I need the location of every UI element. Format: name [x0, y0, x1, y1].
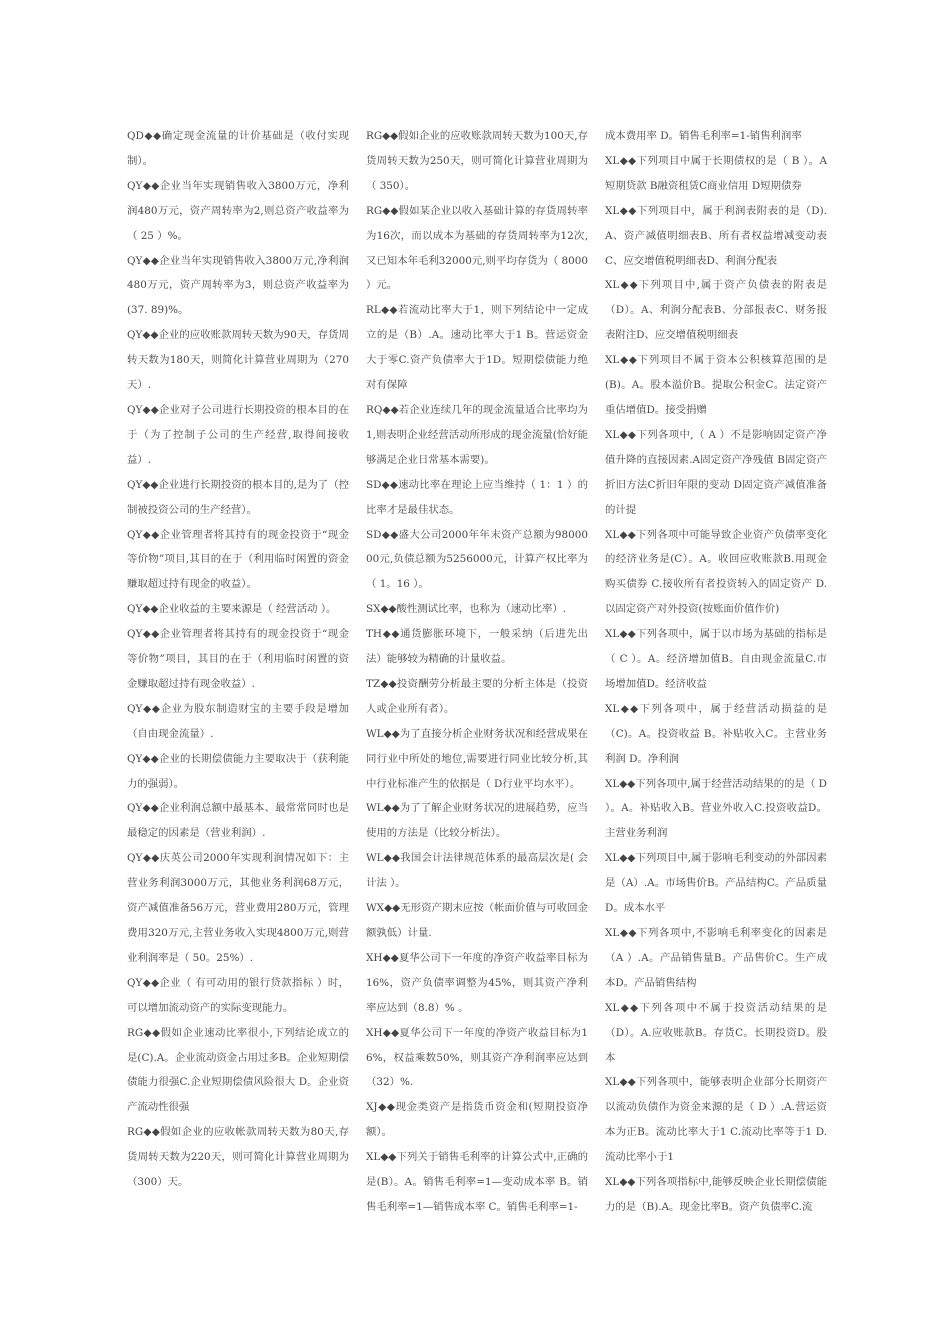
- question-entry: XL◆◆下列各项指标中,能够反映企业长期偿债能力的是（B).A。现金比率B。资产负债率C.流: [605, 1176, 827, 1213]
- question-entry: QY◆◆企业当年实现销售收入3800万元，净利润480万元，资产周转率为2,则总资产收益率为（ 25 ）%。: [127, 179, 349, 242]
- question-entry: RG◆◆假如某企业以收入基础计算的存货周转率为16次，而以成本为基础的存货周转率为12次,又已知本年毛利32000元,则平均存货为（ 8000 ）元。: [366, 204, 588, 292]
- question-entry: XL◆◆下列各项中,不影响毛利率变化的因素是（A ）.A。产品销售量B。产品售价C。生产成本D。产品销售结构: [605, 927, 827, 989]
- question-entry: XL◆◆下列各项中,（ A ）不是影响固定资产净值升降的直接因素.A固定资产净残值 B固定资产折旧方法C折旧年限的变动 D固定资产减值准备的计提: [605, 428, 827, 516]
- question-entry: WL◆◆为了了解企业财务状况的进展趋势，应当使用的方法是（比较分析法）。: [366, 802, 588, 840]
- question-entry: QY◆◆企业利润总额中最基本、最常常同时也是最稳定的因素是（营业利润）.: [127, 802, 349, 840]
- question-entry: QY◆◆企业为股东制造财宝的主要手段是增加（自由现金流量）.: [127, 702, 349, 740]
- question-entry: WX◆◆无形资产期末应按（帐面价值与可收回金额孰低）计量.: [366, 902, 588, 939]
- question-entry: 成本费用率 D。销售毛利率=1-销售利润率: [605, 130, 802, 142]
- question-entry: XL◆◆下列各项中不属于投资活动结果的是（D）。A.应收账款B。存货C。长期投资D。股本: [605, 1001, 827, 1064]
- question-entry: QY◆◆企业的长期偿债能力主要取决于（获利能力的强弱）。: [127, 752, 349, 790]
- question-entry: QY◆◆企业的应收账款周转天数为90天，存货周转天数为180天，则简化计算营业周期为（270天）.: [127, 329, 349, 392]
- question-entry: XH◆◆夏华公司下一年度的净资产收益率目标为16%，资产负债率调整为45%，则其资产净利率应达到（8.8）% 。: [366, 951, 588, 1014]
- question-entry: XL◆◆下列关于销售毛利率的计算公式中,正确的是(B）。A。销售毛利率=1—变动成本率 B。销售毛利率=1—销售成本率 C。销售毛利率=1-: [366, 1151, 588, 1213]
- question-entry: RG◆◆假如企业的应收账款周转天数为100天,存货周转天数为250天，则可简化计算营业周期为（ 350）。: [366, 130, 588, 192]
- question-entry: WL◆◆我国会计法律规范体系的最高层次是( 会计法 ）。: [366, 852, 588, 890]
- question-entry: TZ◆◆投资酬劳分析最主要的分析主体是（投资人或企业所有者）。: [366, 677, 588, 715]
- question-entry: SX◆◆酸性测试比率，也称为（速动比率）.: [366, 603, 567, 616]
- question-entry: XL◆◆下列项目中属于长期债权的是（ B ）。A短期贷款 B融资租赁C商业信用 D短期债券: [605, 154, 827, 192]
- question-entry: TH◆◆通货膨胀环境下，一般采纳（后进先出法）能够较为精确的计量收益。: [366, 628, 588, 666]
- question-entry: QY◆◆企业进行长期投资的根本目的,是为了（控制被投资公司的生产经营）。: [127, 478, 349, 516]
- question-entry: QY◆◆企业收益的主要来源是（ 经营活动 ）。: [127, 603, 337, 616]
- question-entry: QD◆◆确定现金流量的计价基础是（收付实现制）。: [127, 130, 349, 167]
- question-entry: XL◆◆下列项目中,属于资产负债表的附表是（D）。A、利润分配表B、分部报表C、财务报表附注D、应交增值税明细表: [605, 279, 827, 342]
- question-entry: XL◆◆下列各项中，属于经营活动损益的是（C)。A。投资收益 B。补贴收入C。主营业务利润 D。净利润: [605, 702, 827, 765]
- question-entry: XL◆◆下列项目中,属于影响毛利变动的外部因素是（A）.A。市场售价B。产品结构C。产品质量D。成本水平: [605, 852, 827, 915]
- question-entry: QY◆◆庆英公司2000年实现利润情况如下：主营业务利润3000万元，其他业务利润68万元，资产减值准备56万元，营业费用280万元，管理费用320万元,主营业务收入实现4800万元,则营业利润率是（ 50。25%）.: [127, 852, 349, 964]
- question-entry: RG◆◆假如企业速动比率很小,下列结论成立的是(C).A。企业流动资金占用过多B。企业短期偿债能力很强C.企业短期偿债风险很大 D。企业资产流动性很强: [127, 1026, 349, 1114]
- question-entry: RG◆◆假如企业的应收帐款周转天数为80天,存货周转天数为220天，则可简化计算营业周期为（300）天。: [127, 1126, 349, 1189]
- question-entry: QY◆◆企业（ 有可动用的银行贷款指标 ）时，可以增加流动资产的实际变现能力。: [127, 976, 349, 1014]
- question-entry: QY◆◆企业管理者将其持有的现金投资于“现金等价物”项目,其目的在于（利用临时闲置的资金赚取超过持有现金的收益）。: [127, 528, 349, 591]
- question-entry: XH◆◆夏华公司下一年度的净资产收益目标为16%，权益乘数50%，则其资产净利润率应达到（32）%.: [366, 1026, 588, 1089]
- question-entry: SD◆◆盛大公司2000年年末资产总额为9800000元,负债总额为5256000元，计算产权比率为（ 1。16 ）。: [366, 528, 588, 591]
- text-column-right: [605, 124, 827, 1220]
- question-entry: WL◆◆为了直接分析企业财务状况和经营成果在同行业中所处的地位,需要进行同业比较分析,其中行业标准产生的依据是（ D行业平均水平）。: [366, 727, 588, 790]
- question-entry: XL◆◆下列各项中，属于以市场为基础的指标是（ C ）。A。经济增加值B。自由现金流量C.市场增加值D。经济收益: [605, 628, 827, 690]
- text-column-middle: [366, 124, 588, 1220]
- question-entry: SD◆◆速动比率在理论上应当维持（ 1：1 ）的比率才是最佳状态。: [366, 478, 588, 516]
- question-entry: RQ◆◆若企业连续几年的现金流量适合比率均为1,则表明企业经营活动所形成的现金流量(恰好能够满足企业日常基本需要)。: [366, 403, 588, 466]
- question-entry: QY◆◆企业对子公司进行长期投资的根本目的在于（为了控制子公司的生产经营,取得间接收益）.: [127, 403, 349, 466]
- question-entry: RL◆◆若流动比率大于1，则下列结论中一定成立的是（B）.A。速动比率大于1 B。营运资金大于零C.资产负债率大于1D。短期偿债能力绝对有保障: [366, 304, 588, 392]
- question-entry: XJ◆◆现金类资产是指货币资金和(短期投资净额）。: [366, 1101, 588, 1139]
- question-entry: XL◆◆下列项目不属于资本公积核算范围的是(B)。A。股本溢价B。提取公积金C。法定资产重估增值D。接受捐赠: [605, 354, 827, 416]
- question-entry: XL◆◆下列项目中，属于利润表附表的是（D).A、资产减值明细表B、所有者权益增减变动表C、应交增值税明细表D、利润分配表: [605, 204, 827, 267]
- question-entry: XL◆◆下列各项中，能够表明企业部分长期资产以流动负债作为资金来源的是（ D ）.A.营运资本为正B。流动比率大于1 C.流动比率等于1 D.流动比率小于1: [605, 1076, 827, 1164]
- text-column-left: [127, 124, 349, 1195]
- question-entry: QY◆◆企业管理者将其持有的现金投资于“现金等价物”项目，其目的在于（利用临时闲置的资金赚取超过持有现金收益）.: [127, 628, 349, 690]
- question-entry: XL◆◆下列各项中,属于经营活动结果的的是（ D ）。A。补贴收入B。营业外收入C.投资收益D。主营业务利润: [605, 777, 827, 840]
- question-entry: QY◆◆企业当年实现销售收入3800万元,净利润480万元，资产周转率为3，则总资产收益率为(37. 89)%。: [127, 254, 349, 317]
- question-entry: XL◆◆下列各项中可能导致企业资产负债率变化的经济业务是(C）。A。收回应收账款B.用现金购买债券 C.接收所有者投资转入的固定资产 D.以固定资产对外投资(按账面价值作价): [605, 528, 827, 616]
